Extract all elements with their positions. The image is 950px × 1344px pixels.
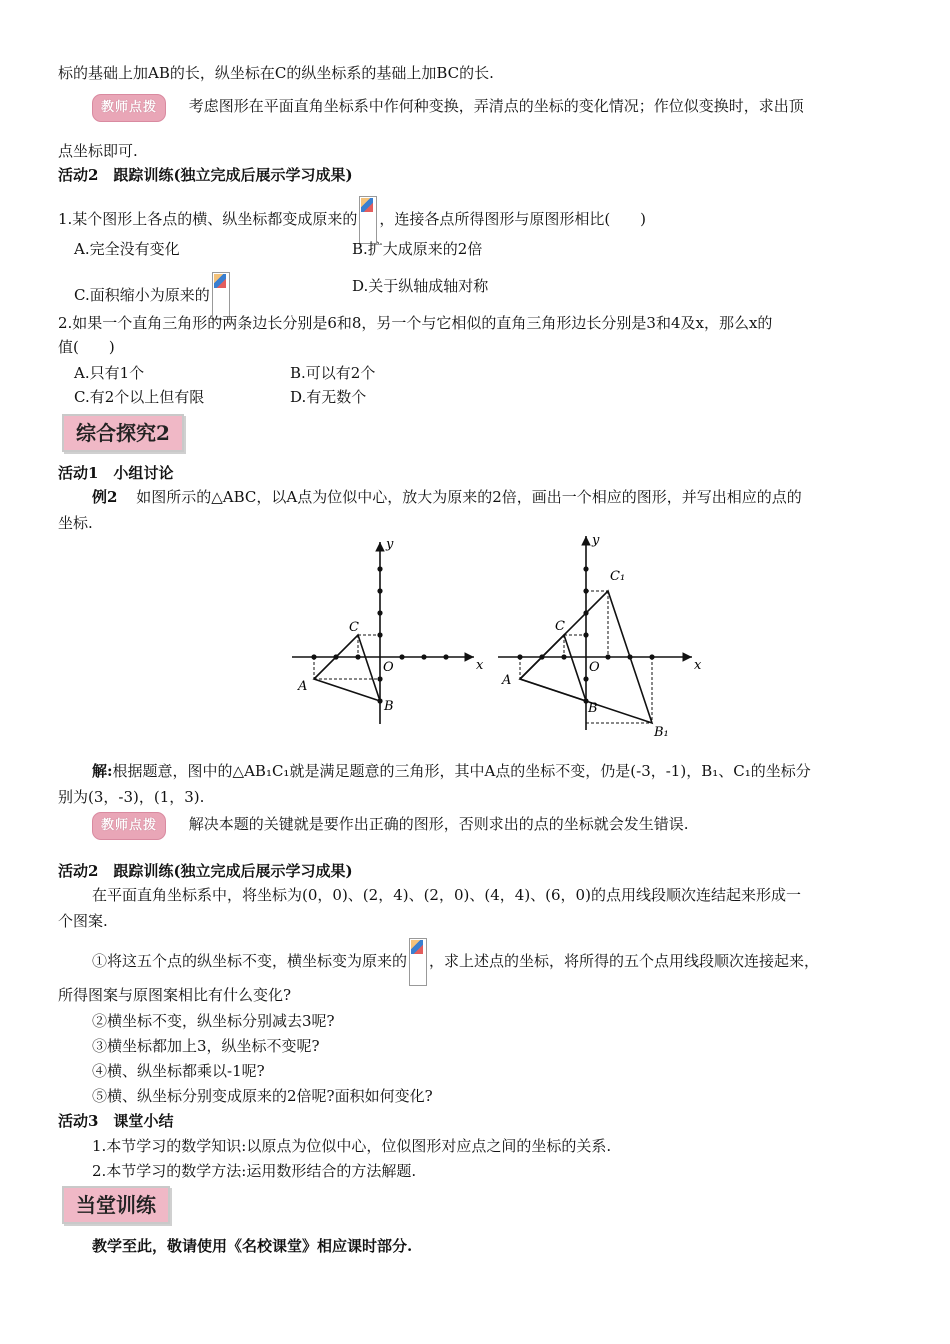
task-item-1 [92, 938, 819, 986]
fig1-label-c: C [349, 620, 359, 635]
item1-suffix: ，求上述点的坐标，将所得的五个点用线段顺次连接起来， [429, 952, 820, 970]
fig2-label-c: C [555, 619, 565, 634]
section-banner-explore: 综合探究2 [62, 414, 184, 452]
solution-text: 根据题意，图中的△AB₁C₁就是满足题意的三角形，其中A点的坐标不变，仍是(-3，-1)，B₁、C₁的坐标分 [112, 762, 811, 780]
section-banner-practice: 当堂训练 [62, 1186, 170, 1224]
q2-line1: 2.如果一个直角三角形的两条边长分别是6和8，另一个与它相似的直角三角形边长分别是3和4及x，那么x的 [58, 314, 773, 332]
figure-original-triangle [290, 536, 490, 726]
q2-option-c: C.有2个以上但有限 [74, 388, 205, 406]
task-item-3: ③横坐标都加上3，纵坐标不变呢? [92, 1037, 320, 1055]
q2-line2: 值( ) [58, 338, 115, 356]
q1-option-a: A.完全没有变化 [74, 240, 180, 258]
fig1-label-y: y [386, 537, 394, 552]
fig2-label-y: y [592, 533, 600, 548]
q1-option-c-text: C.面积缩小为原来的 [74, 286, 210, 304]
q1-option-d: D.关于纵轴成轴对称 [352, 277, 489, 295]
task-line2: 个图案. [58, 912, 108, 930]
fig2-label-x: x [694, 658, 702, 673]
q2-option-a: A.只有1个 [74, 364, 145, 382]
task-item-2: ②横坐标不变，纵坐标分别减去3呢? [92, 1012, 335, 1030]
task-line1: 在平面直角坐标系中，将坐标为(0，0)、(2，4)、(2，0)、(4，4)、(6，0)的点用线段顺次连结起来形成一 [92, 886, 801, 904]
example-line2: 坐标. [58, 514, 93, 532]
q1-option-b: B.扩大成原来的2倍 [352, 240, 483, 258]
activity3-heading: 活动3 课堂小结 [58, 1112, 174, 1130]
teacher-tip-1 [92, 94, 804, 122]
q1-prefix: 1.某个图形上各点的横、纵坐标都变成原来的 [58, 210, 358, 228]
item1-prefix: ①将这五个点的纵坐标不变，横坐标变为原来的 [92, 952, 408, 970]
activity2b-heading: 活动2 跟踪训练(独立完成后展示学习成果) [58, 862, 353, 880]
tip1-text: 考虑图形在平面直角坐标系中作何种变换，弄清点的坐标的变化情况；作位似变换时，求出顶 [188, 97, 804, 115]
summary-2: 2.本节学习的数学方法:运用数形结合的方法解题. [92, 1162, 417, 1180]
task-item-4: ④横、纵坐标都乘以-1呢? [92, 1062, 265, 1080]
q1-suffix: ，连接各点所得图形与原图形相比( ) [379, 210, 647, 228]
activity2-heading: 活动2 跟踪训练(独立完成后展示学习成果) [58, 166, 353, 184]
fig2-label-a: A [502, 673, 512, 688]
fig1-label-b: B [384, 699, 394, 714]
teacher-tip-badge: 教师点拨 [92, 94, 166, 122]
q2-option-d: D.有无数个 [290, 388, 367, 406]
q2-option-b: B.可以有2个 [290, 364, 376, 382]
example-text: 如图所示的△ABC，以A点为位似中心，放大为原来的2倍，画出一个相应的图形，并写出相应的点的 [136, 488, 802, 506]
figure-enlarged-triangle [496, 530, 706, 740]
fig2-label-b: B [588, 701, 598, 716]
summary-1: 1.本节学习的数学知识:以原点为位似中心，位似图形对应点之间的坐标的关系. [92, 1137, 612, 1155]
fig2-label-b1: B₁ [654, 725, 669, 740]
solution-label: 解: [92, 762, 113, 780]
fig1-label-x: x [476, 658, 484, 673]
solution [92, 760, 811, 782]
fig2-label-c1: C₁ [610, 569, 626, 584]
example-label: 例2 [92, 488, 118, 506]
teacher-tip-badge: 教师点拨 [92, 812, 166, 840]
intro-line: 标的基础上加AB的长，纵坐标在C的纵坐标系的基础上加BC的长. [58, 64, 494, 82]
tip2-text: 解决本题的关键就是要作出正确的图形，否则求出的点的坐标就会发生错误. [188, 815, 689, 833]
fraction-image-icon [359, 196, 377, 244]
fig2-label-o: O [589, 660, 600, 675]
solution-line2: 别为(3，-3)，(1，3). [58, 788, 205, 806]
final-instruction: 教学至此，敬请使用《名校课堂》相应课时部分. [92, 1237, 413, 1255]
example-2 [92, 486, 802, 508]
tip1-continuation: 点坐标即可. [58, 142, 138, 160]
teacher-tip-2 [92, 812, 689, 840]
fig1-label-a: A [298, 679, 308, 694]
task-item-5: ⑤横、纵坐标分别变成原来的2倍呢?面积如何变化? [92, 1087, 433, 1105]
question-1 [58, 196, 646, 244]
fraction-image-icon [409, 938, 427, 986]
fig1-label-o: O [383, 660, 394, 675]
activity1-heading: 活动1 小组讨论 [58, 464, 174, 482]
task-item-1-line2: 所得图案与原图案相比有什么变化? [58, 986, 292, 1004]
